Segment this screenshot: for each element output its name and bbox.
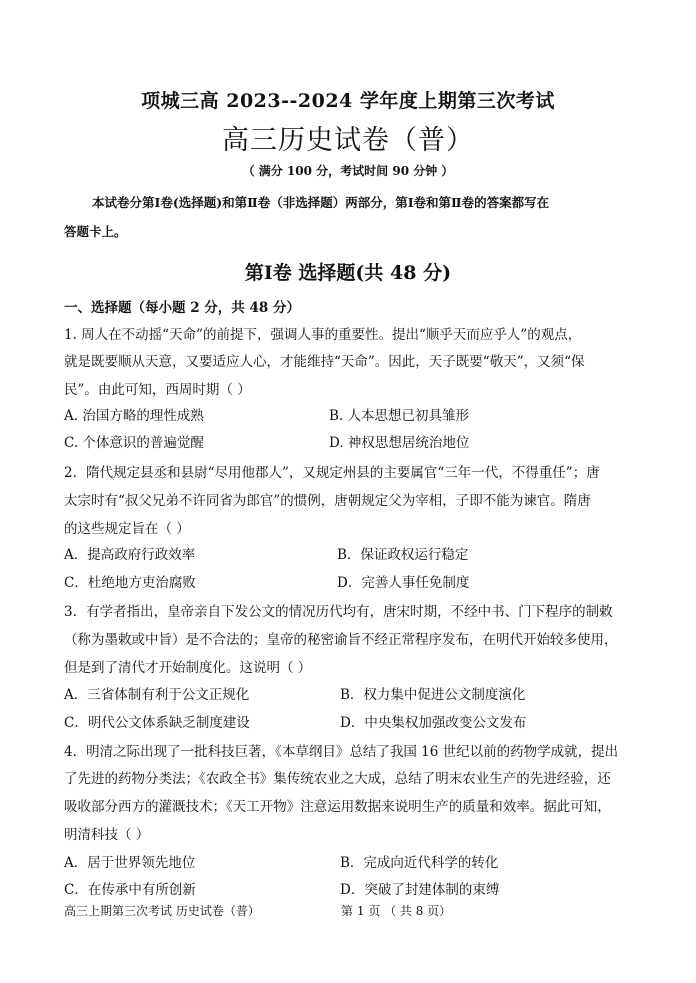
question-3-option-c: C．明代公文体系缺乏制度建设 [64,715,250,731]
part-heading: 一、选择题（每小题 2 分，共 48 分） [64,300,300,316]
question-2-line-2: 太宗时有“叔父兄弟不许同省为郎官”的惯例，唐朝规定父为宰相，子即不能为谏官。隋唐 [64,493,591,509]
footer-exam-name: 高三上期第三次考试 历史试卷（普） [64,904,260,918]
question-2-option-b: B．保证政权运行稳定 [337,547,469,563]
question-2-line-3: 的这些规定旨在（ ） [64,521,190,537]
question-4-line-4: 明清科技（ ） [64,827,150,843]
question-1-option-d: D. 神权思想居统治地位 [329,435,470,451]
intro-line-1: 本试卷分第Ⅰ卷(选择题)和第Ⅱ卷（非选择题）两部分，第Ⅰ卷和第Ⅱ卷的答案都写在 [92,195,550,210]
exam-info: （ 满分 100 分，考试时间 90 分钟 ） [242,164,454,178]
question-4-option-a: A．居于世界领先地位 [64,855,196,871]
question-1-line-2: 就是既要顺从天意，又要适应人心，才能维持“天命”。因此，天子既要“敬天”，又须“保 [64,354,585,370]
question-1-line-3: 民”。由此可知，西周时期（ ） [64,382,251,398]
question-1-option-c: C. 个体意识的普遍觉醒 [64,435,204,451]
question-2-line-1: 2．隋代规定县丞和县尉“尽用他郡人”，又规定州县的主要属官“三年一代，不得重任”；唐 [64,465,600,481]
question-4-line-2: 了先进的药物分类法；《农政全书》集传统农业之大成，总结了明末农业生产的先进经验，还 [64,771,611,787]
exam-title: 项城三高 2023--2024 学年度上期第三次考试 [141,90,555,112]
question-1-line-1: 1. 周人在不动摇“天命”的前提下，强调人事的重要性。提出“顺乎天而应乎人”的观点， [64,327,582,343]
question-4-line-1: 4．明清之际出现了一批科技巨著，《本草纲目》总结了我国 16 世纪以前的药物学成就，提出 [64,744,619,760]
question-2-option-c: C．杜绝地方吏治腐败 [64,575,196,591]
question-2-option-d: D．完善人事任免制度 [337,575,470,591]
question-4-option-b: B．完成向近代科学的转化 [340,855,499,871]
question-3-line-2: （称为墨敕或中旨）是不合法的；皇帝的秘密谕旨不经正常程序发布，在明代开始较多使用， [64,632,618,648]
question-4-option-c: C．在传承中有所创新 [64,882,196,898]
question-4-line-3: 吸收部分西方的灌溉技术；《天工开物》注意运用数据来说明生产的质量和效率。据此可知， [64,799,611,815]
question-3-option-d: D．中央集权加强改变公文发布 [340,715,527,731]
footer-page-number: 第 1 页 （ 共 8 页） [341,904,452,918]
question-1-option-b: B. 人本思想已初具雏形 [329,408,470,424]
question-3-line-1: 3．有学者指出，皇帝亲自下发公文的情况历代均有，唐宋时期，不经中书、门下程序的制敕 [64,604,613,620]
question-3-option-b: B．权力集中促进公文制度演化 [340,687,526,703]
question-3-line-3: 但是到了清代才开始制度化。这说明（ ） [64,660,312,676]
question-4-option-d: D．突破了封建体制的束缚 [340,882,500,898]
intro-line-2: 答题卡上。 [64,224,127,239]
question-3-option-a: A．三省体制有利于公文正规化 [64,687,250,703]
question-2-option-a: A．提高政府行政效率 [64,547,196,563]
question-1-option-a: A. 治国方略的理性成熟 [64,408,204,424]
section-title: 第Ⅰ卷 选择题(共 48 分) [244,262,452,284]
paper-title: 高三历史试卷（普） [222,125,474,156]
